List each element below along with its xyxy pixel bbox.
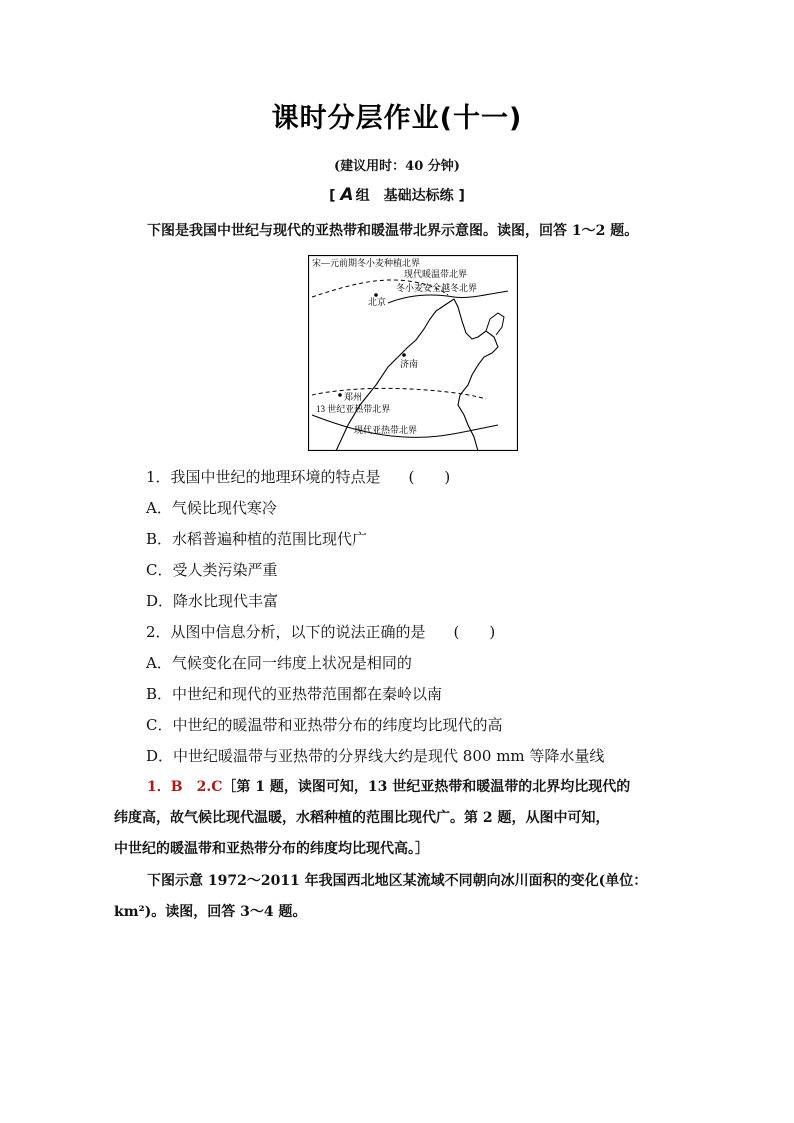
intro2-line-1: 下图示意 1972～2011 年我国西北地区某流域不同朝向冰川面积的变化(单位： [147, 873, 648, 889]
group-bracket-close: ] [458, 188, 465, 204]
question-2-text: 2．从图中信息分析，以下的说法正确的是 [146, 623, 426, 641]
answer-line-2: 纬度高，故气候比现代温暖，水稻种植的范围比现代广。第 2 题，从图中可知， [114, 810, 610, 826]
answer-line-3: 中世纪的暖温带和亚热带分布的纬度均比现代高。］ [114, 841, 429, 857]
zhengzhou-dot [338, 393, 342, 397]
answer-line-1 [114, 772, 684, 803]
zhengzhou-label: 郑州 [344, 392, 363, 402]
question-2-option-b: B．中世纪和现代的亚热带范围都在秦岭以南 [146, 685, 443, 703]
jinan-label: 济南 [400, 359, 419, 369]
map-svg [308, 255, 518, 451]
jinan-dot [402, 353, 406, 357]
group-letter: A [340, 185, 354, 205]
question-1-stem [146, 466, 450, 487]
question-1-option-d: D．降水比现代丰富 [146, 592, 279, 610]
climate-boundary-map [308, 255, 518, 451]
question-1-answer-blank: ( ) [408, 468, 451, 486]
question-2-option-c: C．中世纪的暖温带和亚热带分布的纬度均比现代的高 [146, 716, 503, 734]
modern-warm-label: 现代暖温带北界 [404, 269, 468, 279]
group-bracket-open: [ [329, 188, 336, 204]
question-2-option-d: D．中世纪暖温带与亚热带的分界线大约是现代 800 mm 等降水量线 [146, 747, 605, 765]
question-1-option-a: A．气候比现代寒冷 [146, 499, 277, 517]
answer-key: 1．B 2.C [147, 779, 223, 795]
song-yuan-label: 宋—元前期冬小麦种植北界 [312, 258, 421, 268]
intro-q1-2: 下图是我国中世纪与现代的亚热带和暖温带北界示意图。读图，回答 1～2 题。 [147, 223, 639, 239]
question-1-text: 1．我国中世纪的地理环境的特点是 [146, 468, 381, 486]
answer-text-1: ［第 1 题，读图可知，13 世纪亚热带和暖温带的北界均比现代的 [222, 779, 631, 795]
beijing-label: 北京 [368, 297, 387, 307]
question-2-option-a: A．气候变化在同一纬度上状况是相同的 [146, 654, 412, 672]
intro-q3-4 [114, 866, 684, 928]
question-2-answer-blank: ( ) [453, 623, 496, 641]
question-2-stem [146, 621, 495, 642]
subtropic-13c-label: 13 世纪亚热带北界 [316, 404, 391, 414]
subtropic-modern-label: 现代亚热带北界 [354, 425, 418, 435]
intro2-line-2: km²)。读图，回答 3～4 题。 [114, 904, 307, 920]
wheat-safe-label: 冬小麦安全越冬北界 [396, 283, 478, 293]
suggested-time: (建议用时：40 分钟) [334, 159, 460, 174]
question-1-option-b: B．水稻普遍种植的范围比现代广 [146, 530, 368, 548]
question-1-option-c: C．受人类污染严重 [146, 561, 278, 579]
group-label: 组 基础达标练 [355, 188, 454, 204]
group-heading [0, 185, 794, 205]
page-title: 课时分层作业(十一) [271, 103, 523, 134]
answer-explanation [114, 772, 684, 865]
